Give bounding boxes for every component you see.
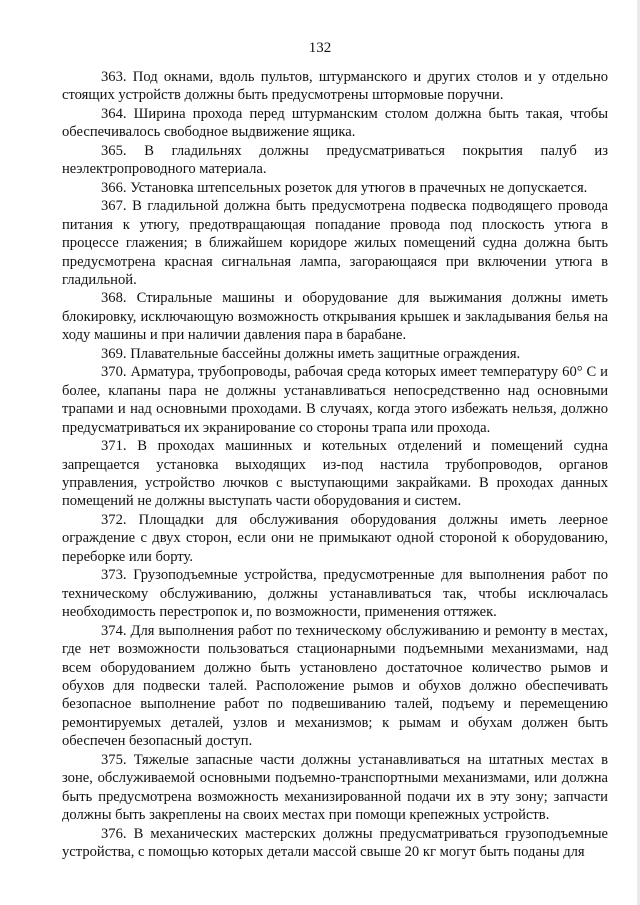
paragraph-366: 366. Установка штепсельных розеток для утюгов в прачечных не допускается. [101, 179, 588, 196]
paragraph-375: 375. Тяжелые запасные части должны устанавливаться на штатных местах в зоне, обслуживаемой основными подъемно-транспортными механизмами, или должна быть предусмотрена возможность механизированной подачи их в эту зону; запчасти должны быть закреплены на своих местах при помощи крепежных устройств. [62, 751, 608, 824]
paragraph-371: 371. В проходах машинных и котельных отделений и помещений судна запрещается установка выходящих из-под настила трубопроводов, органов управления, устройство лючков с выступающими закрайками. В проходах данных помещений не должны выступать части оборудования и систем. [62, 438, 608, 510]
paragraph-372: 372. Площадки для обслуживания оборудования должны иметь леерное ограждение с двух сторон, если они не примыкают одной стороной к оборудованию, переборке или борту. [62, 511, 608, 565]
paragraph-376: 376. В механических мастерских должны предусматриваться грузоподъемные устройства, с помощью которых детали массой свыше 20 кг могут быть поданы для [62, 825, 608, 861]
page-number: 132 [308, 40, 332, 56]
paragraph-370: 370. Арматура, трубопроводы, рабочая среда которых имеет температуру 60° С и более, клапаны пара не должны устанавливаться непосредственно над основными трапами и над основными проходами. В случаях, когда этого избежать нельзя, должно предусматриваться их экранирование со стороны трапа или прохода. [62, 364, 608, 436]
paragraph-365: 365. В гладильнях должны предусматриваться покрытия палуб из неэлектропроводного материала. [62, 142, 608, 178]
paragraph-374: 374. Для выполнения работ по техническому обслуживанию и ремонту в местах, где нет возможности пользоваться стационарными подъемными механизмами, над всем оборудованием должно быть установлено достаточное количество рымов и обухов для подвески талей. Расположение рымов и обухов должно обеспечивать безопасное выполнение работ по подвешиванию талей, подъему и перемещению ремонтируемых деталей, узлов и механизмов; к рымам и обухам должен быть обеспечен безопасный доступ. [62, 622, 608, 750]
document-body [62, 68, 608, 861]
paragraph-368: 368. Стиральные машины и оборудование для выжимания должны иметь блокировку, исключающую возможность открывания крышек и закладывания белья на ходу машины и при наличии давления пара в барабане. [62, 290, 608, 344]
paragraph-373: 373. Грузоподъемные устройства, предусмотренные для выполнения работ по техническому обслуживанию, должны устанавливаться так, чтобы исключалась необходимость перестропок и, по возможности, применения оттяжек. [62, 567, 608, 621]
paragraph-364: 364. Ширина прохода перед штурманским столом должна быть такая, чтобы обеспечивалось свободное выдвижение ящика. [62, 105, 608, 141]
paragraph-369: 369. Плавательные бассейны должны иметь защитные ограждения. [101, 345, 521, 362]
paragraph-363: 363. Под окнами, вдоль пультов, штурманского и других столов и у отдельно стоящих устройств должны быть предусмотрены штормовые поручни. [62, 69, 608, 104]
paragraph-367: 367. В гладильной должна быть предусмотрена подвеска подводящего провода питания к утюгу, предотвращающая попадание провода под плоскость утюга в процессе глажения; в ближайшем коридоре жилых помещений судна должна быть предусмотрена красная сигнальная лампа, загорающаяся при включении утюга в гладильной. [62, 198, 608, 288]
